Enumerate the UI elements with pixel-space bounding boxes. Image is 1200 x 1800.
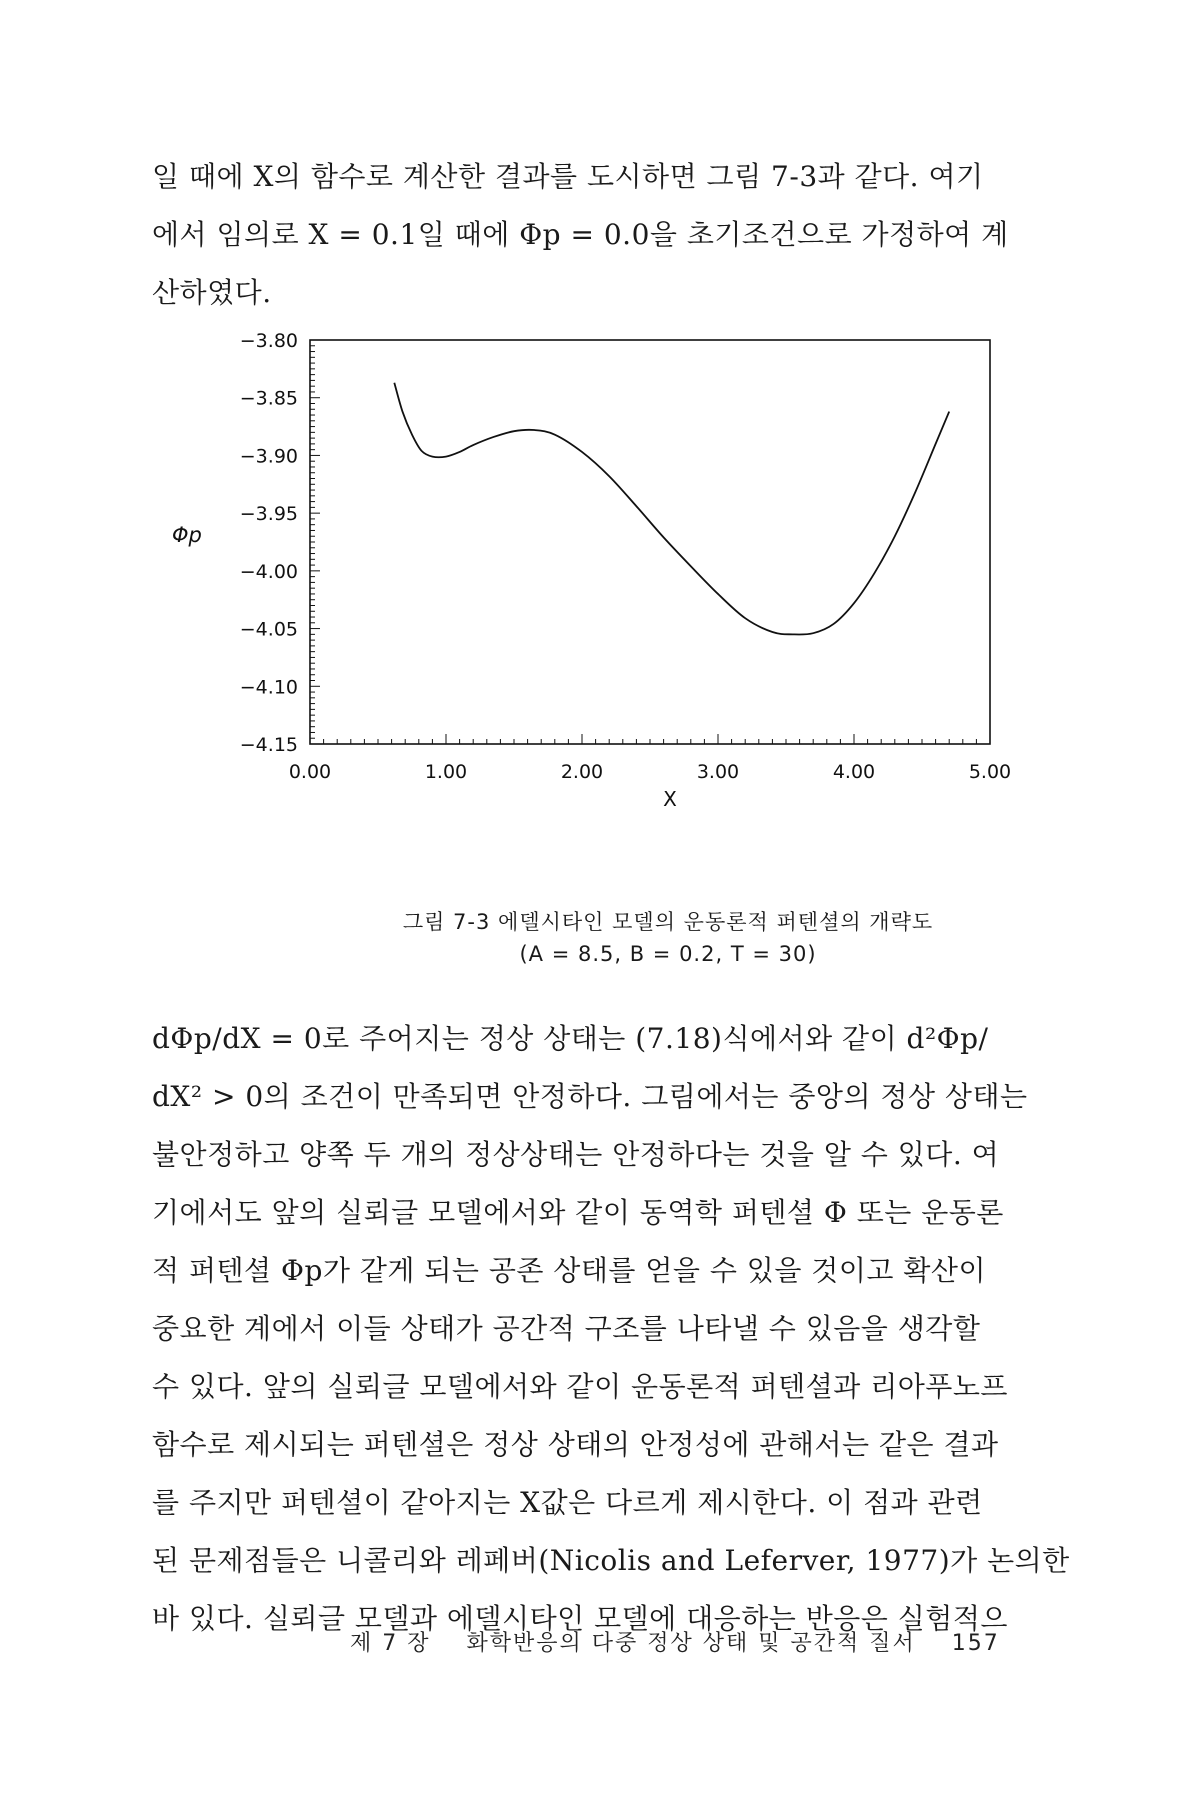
y-tick-label: −3.95 [239, 503, 298, 526]
figure-7-3 [170, 330, 1030, 910]
text-line: 중요한 계에서 이들 상태가 공간적 구조를 나타낼 수 있음을 생각할 [152, 1312, 981, 1345]
potential-chart [170, 330, 1030, 910]
y-tick-label: −3.80 [239, 330, 298, 352]
text-line: 불안정하고 양쪽 두 개의 정상상태는 안정하다는 것을 알 수 있다. 여 [152, 1138, 1000, 1171]
text-line: 적 퍼텐셜 Φp가 같게 되는 공존 상태를 얻을 수 있을 것이고 확산이 [152, 1254, 986, 1287]
page-number: 157 [951, 1631, 1000, 1656]
text-line: 일 때에 X의 함수로 계산한 결과를 도시하면 그림 7-3과 같다. 여기 [152, 160, 984, 193]
text-line: 바 있다. 실뢰글 모델과 에델시타인 모델에 대응하는 반응은 실험적으 [152, 1602, 1008, 1635]
y-tick-label: −4.10 [239, 676, 298, 699]
y-axis-label: Φp [172, 523, 202, 547]
figure-caption: 그림 7-3 에델시타인 모델의 운동론적 퍼텐셜의 개략도 [402, 910, 934, 934]
x-axis-label: X [663, 787, 677, 811]
y-tick-label: −4.00 [239, 560, 298, 583]
text-line: 에서 임의로 X = 0.1일 때에 Φp = 0.0을 초기조건으로 가정하여 계 [152, 218, 1009, 251]
y-tick-label: −4.05 [239, 618, 298, 641]
text-line: dX² > 0의 조건이 만족되면 안정하다. 그림에서는 중앙의 정상 상태는 [152, 1080, 1028, 1113]
x-tick-label: 3.00 [696, 761, 740, 783]
text-line: 함수로 제시되는 퍼텐셜은 정상 상태의 안정성에 관해서는 같은 결과 [152, 1428, 999, 1461]
y-tick-label: −3.85 [239, 387, 298, 410]
plot-frame [310, 340, 990, 744]
x-tick-label: 1.00 [424, 761, 468, 783]
text-line: dΦp/dX = 0로 주어지는 정상 상태는 (7.18)식에서와 같이 d²Φp/ [152, 1022, 989, 1055]
x-tick-label: 0.00 [288, 761, 332, 783]
potential-curve [394, 383, 949, 635]
chapter-title: 화학반응의 다중 정상 상태 및 공간적 질서 [466, 1631, 916, 1656]
text-line: 를 주지만 퍼텐셜이 같아지는 X값은 다르게 제시한다. 이 점과 관련 [152, 1486, 983, 1519]
chapter-label: 제 7 장 [350, 1631, 431, 1656]
y-tick-label: −4.15 [239, 734, 298, 756]
intro-paragraph [152, 148, 1036, 322]
text-line: 된 문제점들은 니콜리와 레페버(Nicolis and Leferver, 1977)가 논의한 [152, 1544, 1070, 1577]
page-footer [350, 1626, 1050, 1657]
text-line: 수 있다. 앞의 실뢰글 모델에서와 같이 운동론적 퍼텐셜과 리아푸노프 [152, 1370, 1008, 1403]
text-line: 기에서도 앞의 실뢰글 모델에서와 같이 동역학 퍼텐셜 Φ 또는 운동론 [152, 1196, 1004, 1229]
x-tick-label: 4.00 [832, 761, 876, 783]
text-line: 산하였다. [152, 276, 272, 309]
x-tick-label: 2.00 [560, 761, 604, 783]
x-tick-label: 5.00 [968, 761, 1012, 783]
y-tick-label: −3.90 [239, 445, 298, 468]
body-paragraph [152, 1010, 1070, 1648]
figure-caption-params: (A = 8.5, B = 0.2, T = 30) [519, 942, 817, 966]
